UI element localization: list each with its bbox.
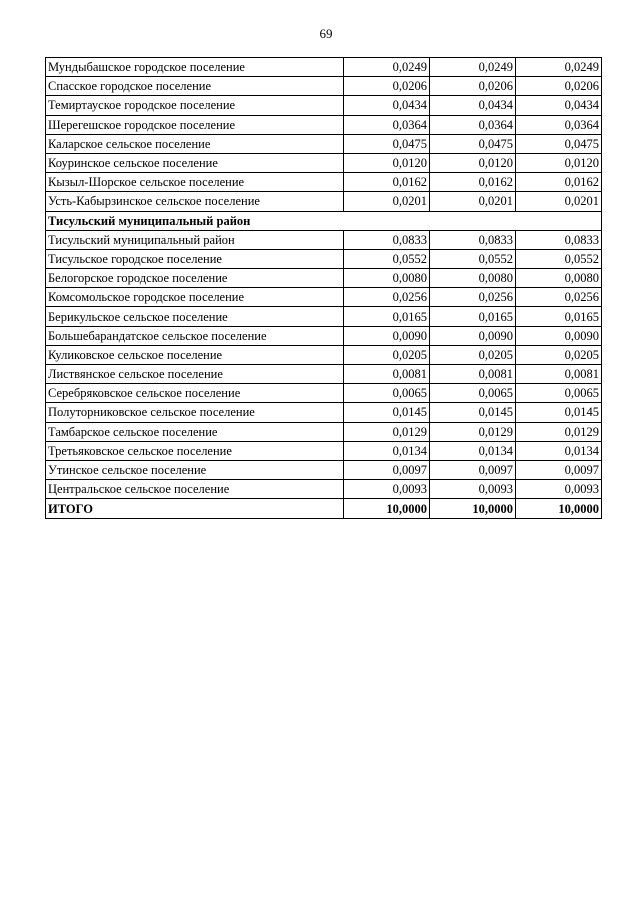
- value-cell-3: 0,0201: [516, 192, 602, 211]
- value-cell-1: 0,0134: [344, 441, 430, 460]
- value-cell-1: 0,0081: [344, 365, 430, 384]
- settlement-name: Куликовское сельское поселение: [46, 345, 344, 364]
- table-row: [46, 249, 602, 268]
- value-cell-3: 0,0162: [516, 173, 602, 192]
- table-row: [46, 460, 602, 479]
- table-row: [46, 480, 602, 499]
- settlement-name: Темиртауское городское поселение: [46, 96, 344, 115]
- value-cell-3: 0,0205: [516, 345, 602, 364]
- value-cell-1: 0,0065: [344, 384, 430, 403]
- settlement-name: Комсомольское городское поселение: [46, 288, 344, 307]
- settlement-name: Белогорское городское поселение: [46, 269, 344, 288]
- value-cell-3: 0,0145: [516, 403, 602, 422]
- value-cell-1: 0,0206: [344, 77, 430, 96]
- table-row: [46, 422, 602, 441]
- value-cell-3: 0,0552: [516, 249, 602, 268]
- value-cell-1: 0,0162: [344, 173, 430, 192]
- settlement-name: Листвянское сельское поселение: [46, 365, 344, 384]
- value-cell-2: 0,0552: [430, 249, 516, 268]
- value-cell-1: 0,0256: [344, 288, 430, 307]
- settlement-name: Тамбарское сельское поселение: [46, 422, 344, 441]
- value-cell-1: 0,0249: [344, 58, 430, 77]
- table-row: [46, 384, 602, 403]
- value-cell-2: 0,0206: [430, 77, 516, 96]
- value-cell-1: 0,0475: [344, 134, 430, 153]
- value-cell-2: 0,0201: [430, 192, 516, 211]
- settlement-name: Мундыбашское городское поселение: [46, 58, 344, 77]
- value-cell-2: 0,0134: [430, 441, 516, 460]
- table-body: [46, 58, 602, 519]
- table-row: [46, 230, 602, 249]
- table-row: [46, 307, 602, 326]
- value-cell-1: 0,0090: [344, 326, 430, 345]
- value-cell-2: 0,0093: [430, 480, 516, 499]
- value-cell-1: 10,0000: [344, 499, 430, 519]
- total-row: [46, 499, 602, 519]
- allocation-table: [45, 57, 602, 519]
- value-cell-2: 0,0065: [430, 384, 516, 403]
- value-cell-2: 10,0000: [430, 499, 516, 519]
- table-row: [46, 288, 602, 307]
- page-number: 69: [319, 26, 333, 41]
- value-cell-3: 0,0249: [516, 58, 602, 77]
- value-cell-1: 0,0120: [344, 153, 430, 172]
- value-cell-3: 0,0364: [516, 115, 602, 134]
- settlement-name: Шерегешское городское поселение: [46, 115, 344, 134]
- value-cell-3: 0,0134: [516, 441, 602, 460]
- value-cell-3: 0,0120: [516, 153, 602, 172]
- value-cell-2: 0,0434: [430, 96, 516, 115]
- value-cell-3: 0,0081: [516, 365, 602, 384]
- table-row: [46, 153, 602, 172]
- table-row: [46, 115, 602, 134]
- value-cell-1: 0,0093: [344, 480, 430, 499]
- value-cell-3: 0,0434: [516, 96, 602, 115]
- value-cell-1: 0,0080: [344, 269, 430, 288]
- table-row: [46, 192, 602, 211]
- settlement-name: Центральское сельское поселение: [46, 480, 344, 499]
- settlement-name: Кызыл-Шорское сельское поселение: [46, 173, 344, 192]
- section-header-row: [46, 211, 602, 230]
- value-cell-2: 0,0129: [430, 422, 516, 441]
- value-cell-1: 0,0145: [344, 403, 430, 422]
- value-cell-2: 0,0364: [430, 115, 516, 134]
- table-row: [46, 365, 602, 384]
- table-row: [46, 441, 602, 460]
- table-row: [46, 403, 602, 422]
- value-cell-2: 0,0249: [430, 58, 516, 77]
- settlement-name: Коуринское сельское поселение: [46, 153, 344, 172]
- table-row: [46, 96, 602, 115]
- value-cell-3: 0,0097: [516, 460, 602, 479]
- settlement-name: Утинское сельское поселение: [46, 460, 344, 479]
- value-cell-1: 0,0165: [344, 307, 430, 326]
- value-cell-3: 0,0833: [516, 230, 602, 249]
- settlement-name: Спасское городское поселение: [46, 77, 344, 96]
- value-cell-1: 0,0201: [344, 192, 430, 211]
- value-cell-3: 0,0093: [516, 480, 602, 499]
- value-cell-2: 0,0120: [430, 153, 516, 172]
- settlement-name: Тисульское городское поселение: [46, 249, 344, 268]
- table-row: [46, 58, 602, 77]
- value-cell-3: 0,0165: [516, 307, 602, 326]
- value-cell-1: 0,0552: [344, 249, 430, 268]
- settlement-name: Каларское сельское поселение: [46, 134, 344, 153]
- value-cell-2: 0,0162: [430, 173, 516, 192]
- value-cell-3: 0,0256: [516, 288, 602, 307]
- table-row: [46, 77, 602, 96]
- value-cell-2: 0,0165: [430, 307, 516, 326]
- table-row: [46, 269, 602, 288]
- value-cell-2: 0,0097: [430, 460, 516, 479]
- settlement-name: Серебряковское сельское поселение: [46, 384, 344, 403]
- value-cell-3: 10,0000: [516, 499, 602, 519]
- table-row: [46, 326, 602, 345]
- value-cell-3: 0,0090: [516, 326, 602, 345]
- value-cell-1: 0,0833: [344, 230, 430, 249]
- settlement-name: ИТОГО: [46, 499, 344, 519]
- table-row: [46, 134, 602, 153]
- settlement-name: Берикульское сельское поселение: [46, 307, 344, 326]
- value-cell-2: 0,0081: [430, 365, 516, 384]
- value-cell-3: 0,0475: [516, 134, 602, 153]
- settlement-name: Большебарандатское сельское поселение: [46, 326, 344, 345]
- value-cell-2: 0,0090: [430, 326, 516, 345]
- value-cell-2: 0,0080: [430, 269, 516, 288]
- value-cell-3: 0,0206: [516, 77, 602, 96]
- value-cell-3: 0,0065: [516, 384, 602, 403]
- value-cell-1: 0,0434: [344, 96, 430, 115]
- table-row: [46, 345, 602, 364]
- value-cell-1: 0,0364: [344, 115, 430, 134]
- value-cell-2: 0,0475: [430, 134, 516, 153]
- value-cell-2: 0,0833: [430, 230, 516, 249]
- table-row: [46, 173, 602, 192]
- section-header: Тисульский муниципальный район: [46, 211, 602, 230]
- value-cell-3: 0,0129: [516, 422, 602, 441]
- value-cell-1: 0,0129: [344, 422, 430, 441]
- value-cell-1: 0,0097: [344, 460, 430, 479]
- settlement-name: Тисульский муниципальный район: [46, 230, 344, 249]
- value-cell-2: 0,0205: [430, 345, 516, 364]
- value-cell-1: 0,0205: [344, 345, 430, 364]
- settlement-name: Третьяковское сельское поселение: [46, 441, 344, 460]
- settlement-name: Полуторниковское сельское поселение: [46, 403, 344, 422]
- value-cell-3: 0,0080: [516, 269, 602, 288]
- value-cell-2: 0,0256: [430, 288, 516, 307]
- value-cell-2: 0,0145: [430, 403, 516, 422]
- settlement-name: Усть-Кабырзинское сельское поселение: [46, 192, 344, 211]
